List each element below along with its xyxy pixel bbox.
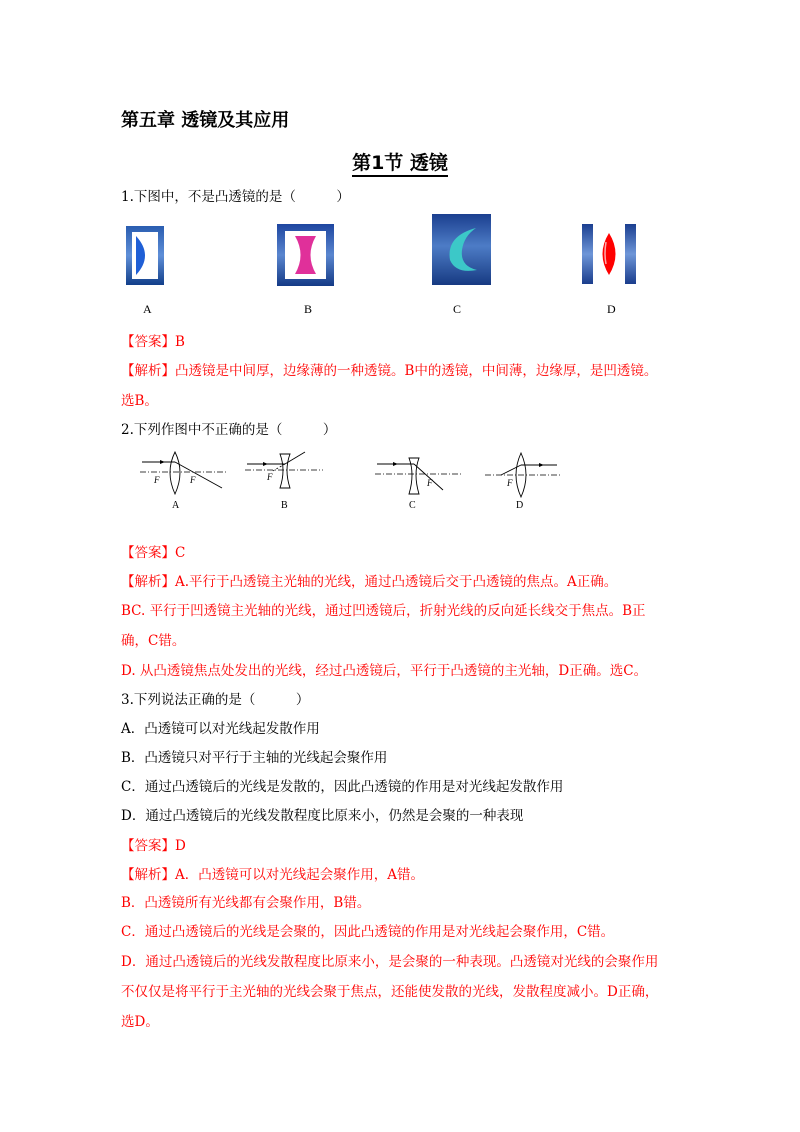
ray-diagram-c (373, 452, 463, 500)
section-title-text: 第1节 透镜 (352, 152, 448, 177)
q3-analysis-line-2: B．凸透镜所有光线都有会聚作用，B错。 (121, 895, 371, 911)
q2-option-d: D (516, 500, 524, 511)
question-1-stem: 1.下图中，不是凸透镜的是（ ） (121, 189, 350, 205)
lens-image-d (582, 224, 636, 284)
question-3-stem: 3.下列说法正确的是（ ） (121, 692, 310, 708)
q2-option-b: B (281, 500, 288, 511)
section-title (0, 148, 800, 175)
q3-answer: 【答案】D (121, 838, 186, 854)
lens-image-b (277, 224, 334, 286)
focus-label-c: F (427, 478, 433, 488)
q1-option-a: A (143, 302, 152, 316)
q3-analysis-line-6: 选D。 (121, 1014, 159, 1030)
focus-label-a1: F (154, 475, 160, 485)
q3-analysis-line-5: 不仅仅是将平行于主光轴的光线会聚于焦点，还能使发散的光线，发散程度减小。D正确， (121, 984, 659, 1000)
q1-option-c: C (453, 302, 462, 316)
q1-option-d: D (607, 302, 616, 316)
q1-analysis-line-2: 选B。 (121, 393, 158, 409)
q2-option-c: C (409, 500, 416, 511)
q3-analysis-line-1: 【解析】A．凸透镜可以对光线起会聚作用，A错。 (121, 867, 424, 883)
ray-diagram-d (483, 449, 563, 499)
focus-label-a2: F (190, 475, 196, 485)
q2-analysis-line-4: D. 从凸透镜焦点处发出的光线，经过凸透镜后，平行于凸透镜的主光轴，D正确。选C。 (121, 663, 648, 679)
q1-answer: 【答案】B (121, 334, 185, 350)
q2-answer: 【答案】C (121, 545, 186, 561)
q2-analysis-line-3: 确，C错。 (121, 633, 186, 649)
question-2-stem: 2.下列作图中不正确的是（ ） (121, 422, 337, 438)
chapter-title: 第五章 透镜及其应用 (121, 110, 290, 131)
q3-choice-c: C．通过凸透镜后的光线是发散的，因此凸透镜的作用是对光线起发散作用 (121, 779, 564, 795)
focus-label-d: F (507, 478, 513, 488)
q3-analysis-line-4: D．通过凸透镜后的光线发散程度比原来小，是会聚的一种表现。凸透镜对光线的会聚作用 (121, 954, 659, 970)
lens-image-a (126, 226, 164, 285)
q3-choice-b: B．凸透镜只对平行于主轴的光线起会聚作用 (121, 750, 388, 766)
q3-choice-d: D．通过凸透镜后的光线发散程度比原来小，仍然是会聚的一种表现 (121, 808, 524, 824)
focus-label-b: F (267, 472, 273, 482)
q1-analysis-line-1: 【解析】凸透镜是中间厚，边缘薄的一种透镜。B中的透镜，中间薄，边缘厚，是凹透镜。 (121, 363, 658, 379)
lens-image-c (432, 214, 491, 285)
q3-choice-a: A．凸透镜可以对光线起发散作用 (121, 721, 320, 737)
ray-diagram-a (138, 448, 228, 500)
q2-analysis-line-1: 【解析】A.平行于凸透镜主光轴的光线，通过凸透镜后交于凸透镜的焦点。A正确。 (121, 574, 618, 590)
ray-diagram-b (243, 448, 325, 498)
q3-analysis-line-3: C．通过凸透镜后的光线是会聚的，因此凸透镜的作用是对光线起会聚作用，C错。 (121, 924, 615, 940)
q1-option-b: B (304, 302, 313, 316)
q2-option-a: A (172, 500, 180, 511)
q2-analysis-line-2: BC. 平行于凹透镜主光轴的光线，通过凹透镜后，折射光线的反向延长线交于焦点。B正 (121, 603, 646, 619)
